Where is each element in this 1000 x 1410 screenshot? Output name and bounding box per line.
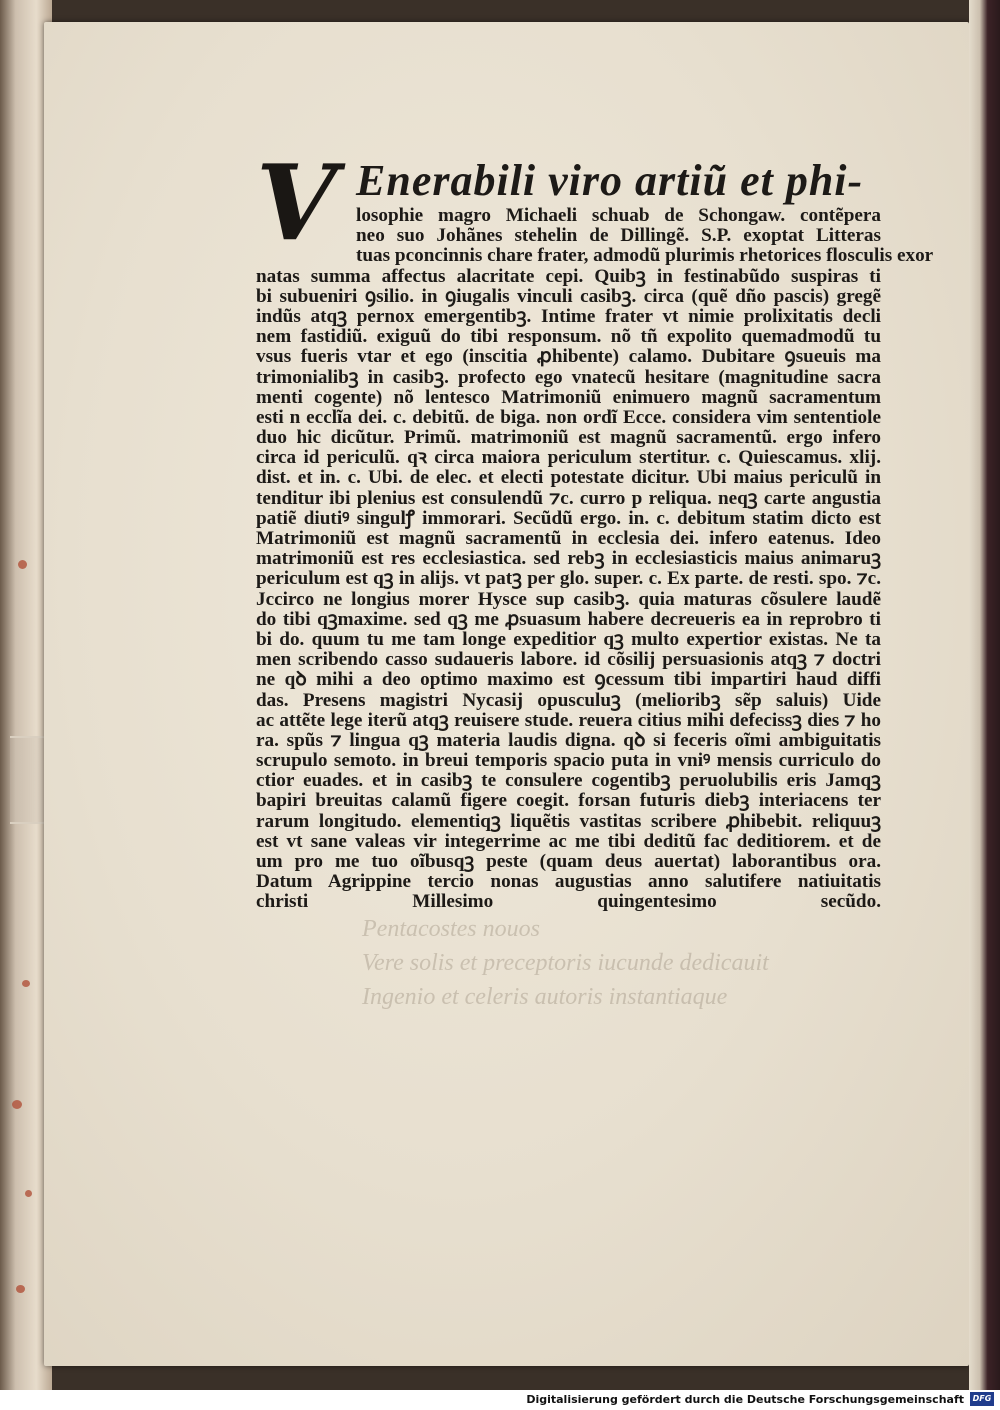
- funding-credit: Digitalisierung gefördert durch die Deutsche Forschungsgemeinschaft: [526, 1393, 964, 1406]
- letter-line: ne qꝺ mihi a deo optimo maximo est ꝯcessum tibi impartiri haud diffi: [256, 669, 881, 691]
- right-cover-board: [969, 0, 1000, 1390]
- letter-line: Jccirco ne longius morer Hysce sup casibꝫ. quia maturas cõsulere laudẽ: [256, 588, 881, 610]
- letter-line: esti n ecclĩa dei. c. debitũ. de biga. non ordĩ Ecce. considera vim sententiole: [256, 406, 881, 428]
- letter-text-block: [256, 141, 934, 913]
- letter-line: periculum est qꝫ in alijs. vt patꝫ per glo. super. c. Ex parte. de resti. spo. ⁊c.: [256, 568, 881, 590]
- letter-line: Matrimoniũ est magnũ sacramentũ in ecclesia dei. infero eatenus. Ideo: [256, 528, 881, 549]
- letter-line: vsus fueris vtar et ego (inscitia ꝓhibente) calamo. Dubitare ꝯsueuis ma: [256, 346, 881, 368]
- letter-line: bapiri breuitas calamũ figere coegit. forsan futuris diebꝫ interiacens ter: [256, 790, 881, 812]
- show-through-text: Pentacostes nouos Vere solis et preceptoris iucunde dedicauit Ingenio et celeris autoris instantiaque: [362, 916, 769, 1010]
- letter-line: um pro me tuo oĩbusqꝫ peste (quam deus auertat) laborantibus ora.: [256, 851, 881, 872]
- foxing-spot: [25, 1190, 32, 1197]
- letter-body: [256, 205, 934, 913]
- letter-line: dist. et in. c. Ubi. de elec. et electi potestate dicitur. Ubi maius periculũ in: [256, 467, 881, 489]
- letter-line: ra. spũs ⁊ lingua qꝫ materia laudis digna. qꝺ si feceris oĩmi ambiguitatis: [256, 729, 881, 751]
- letter-line: natas summa affectus alacritate cepi. Quibꝫ in festinabũdo suspiras ti: [256, 265, 881, 287]
- letter-line: indũs atqꝫ pernox emergentibꝫ. Intime frater vt nimie prolixitatis decli: [256, 305, 881, 327]
- foxing-spot: [18, 560, 27, 569]
- letter-line: circa id periculũ. qꝛ circa maiora periculum stertitur. c. Quiescamus. xlij.: [256, 447, 881, 469]
- letter-line: men scribendo casso sudaueris labore. id cõsilij persuasionis atqꝫ ⁊ doctri: [256, 649, 881, 671]
- letter-line: scrupulo semoto. in breui temporis spacio puta in vniꝰ mensis curriculo do: [256, 750, 881, 772]
- decorated-initial: V: [256, 141, 329, 264]
- letter-line: rarum longitudo. elementiqꝫ liquẽtis vastitas scribere ꝓhibebit. reliquuꝫ: [256, 810, 881, 832]
- letter-line: Datum Agrippine tercio nonas augustias anno salutifere natiuitatis: [256, 871, 881, 893]
- letter-line: tuas pconcinnis chare frater, admodũ plurimis rhetorices flosculis exor: [356, 245, 934, 267]
- letter-line: das. Presens magistri Nycasij opusculuꝫ (melioribꝫ sẽp saluis) Uide: [256, 689, 881, 711]
- letter-line: nem fastidiũ. exiguũ do tibi responsum. nõ tñ expolito quemadmodũ tu: [256, 326, 881, 348]
- letter-line: matrimoniũ est res ecclesiastica. sed rebꝫ in ecclesiasticis maius animaruꝫ: [256, 548, 881, 570]
- letter-line: christi Millesimo quingentesimo secũdo.: [256, 891, 881, 913]
- letter-line: losophie magro Michaeli schuab de Schongaw. contẽpera: [356, 205, 881, 226]
- letter-line: ctior euades. et in casibꝫ te consulere cogentibꝫ peruolubilis eris Jamqꝫ: [256, 770, 881, 792]
- letter-line: neo suo Johãnes stehelin de Dillingẽ. S.P. exoptat Litteras: [356, 225, 881, 247]
- letter-line: trimonialibꝫ in casibꝫ. profecto ego vnatecũ hesitare (magnitudine sacra: [256, 366, 881, 388]
- letter-line: menti cogente) nõ lentesco Matrimoniũ enimuero magnũ sacramentum: [256, 386, 881, 408]
- foxing-spot: [12, 1100, 22, 1109]
- letter-line: est vt sane valeas vir integerrime ac me tibi deditũ fac deditiorem. et de: [256, 830, 881, 852]
- letter-line: patiẽ diutiꝰ singulꝭ immorari. Secũdũ ergo. in. c. debitum statim dicto est: [256, 507, 881, 529]
- foxing-spot: [22, 980, 30, 987]
- letter-line: duo hic dicũtur. Primũ. matrimoniũ est magnũ sacramentũ. ergo infero: [256, 427, 881, 449]
- letter-line: ac attẽte lege iterũ atqꝫ reuisere stude. reuera citius mihi defecissꝫ dies ⁊ ho: [256, 709, 881, 731]
- letter-line: do tibi qꝫmaxime. sed qꝫ me ꝓsuasum habere decreueris ea in reprobro ti: [256, 608, 881, 630]
- letter-line: bi do. quum tu me tam longe expeditior qꝫ multo expertior existas. Ne ta: [256, 628, 881, 650]
- foxing-spot: [16, 1285, 25, 1293]
- letter-line: tenditur ibi plenius est consulendũ ⁊c. curro p reliqua. neqꝫ carte angustia: [256, 487, 881, 509]
- opening-line: Enerabili viro artiũ et phi-: [356, 156, 864, 205]
- dfg-logo: DFG: [970, 1392, 994, 1406]
- letter-line: bi subueniri ꝯsilio. in ꝯiugalis vinculi casibꝫ. circa (quẽ dño pascis) gregẽ: [256, 285, 881, 307]
